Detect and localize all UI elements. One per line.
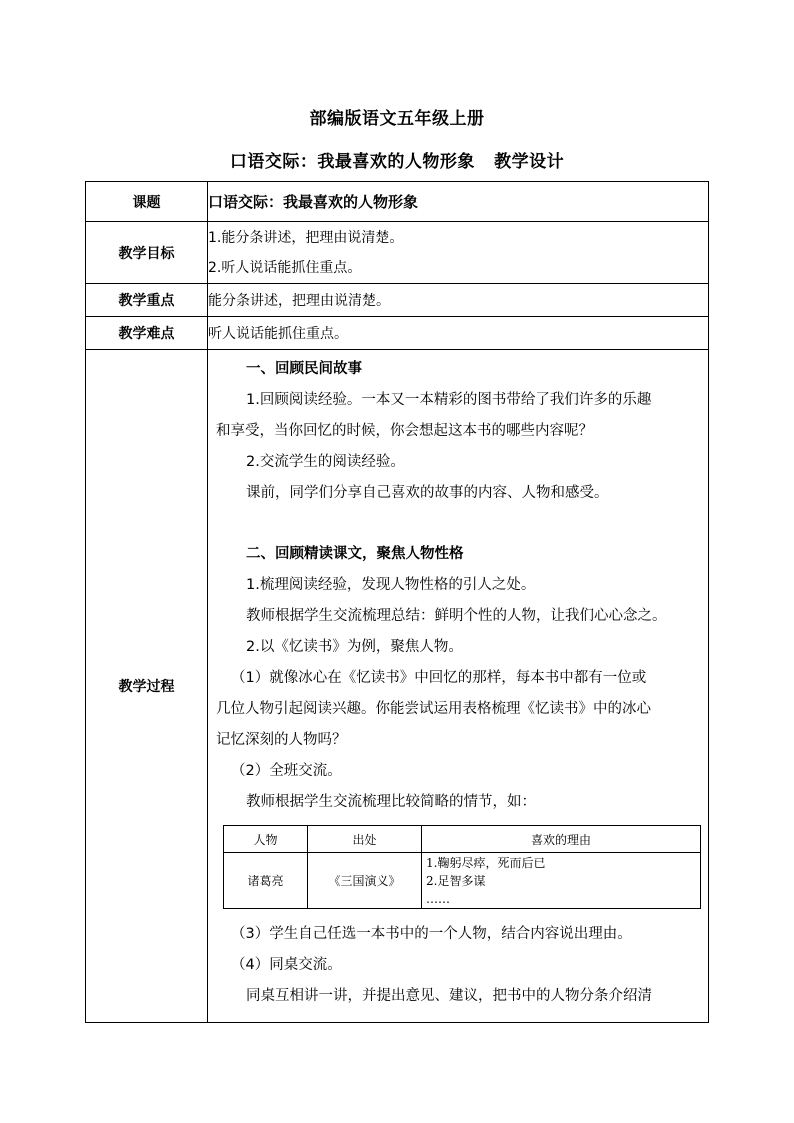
cell-reasons: [422, 853, 701, 909]
paragraph: 记忆深刻的人物吗？: [216, 732, 347, 748]
goal-item: 1.能分条讲述，把理由说清楚。: [208, 229, 404, 246]
character-table-header: [224, 826, 701, 853]
topic-value: 口语交际：我最喜欢的人物形象: [208, 182, 709, 222]
topic-row: [86, 182, 709, 222]
paragraph: 教师根据学生交流梳理总结：鲜明个性的人物，让我们心心念之。: [246, 608, 667, 624]
paragraph: 几位人物引起阅读兴趣。你能尝试运用表格梳理《忆读书》中的冰心: [216, 701, 651, 717]
reason-item: 2.足智多谋: [426, 873, 486, 888]
goals-label: 教学目标: [86, 222, 208, 284]
cell-source: 《三国演义》: [308, 853, 422, 909]
process-cell: [208, 350, 709, 1023]
goals-cell: [208, 222, 709, 284]
paragraph: （1）就像冰心在《忆读书》中回忆的那样，每本书中都有一位或: [231, 670, 647, 686]
paragraph: 1.回顾阅读经验。一本又一本精彩的图书带给了我们许多的乐趣: [246, 392, 652, 408]
cell-person: 诸葛亮: [224, 853, 308, 909]
key-point-value: 能分条讲述，把理由说清楚。: [208, 284, 709, 317]
reason-item: 1.鞠躬尽瘁，死而后已: [426, 855, 546, 870]
lesson-plan-table: [85, 181, 709, 1023]
paragraph: 2.以《忆读书》为例，聚焦人物。: [246, 639, 463, 655]
key-point-row: [86, 284, 709, 317]
paragraph: 教师根据学生交流梳理比较简略的情节，如：: [246, 794, 536, 810]
paragraph: 和享受，当你回忆的时候，你会想起这本书的哪些内容呢？: [216, 423, 593, 439]
header-source: 出处: [308, 826, 422, 853]
section-heading: 二、回顾精读课文，聚焦人物性格: [246, 546, 464, 562]
goals-row: [86, 222, 709, 284]
key-point-label: 教学重点: [86, 284, 208, 317]
document-subtitle: 口语交际：我最喜欢的人物形象 教学设计: [229, 152, 565, 172]
table-row: [224, 853, 701, 909]
difficulty-value: 听人说话能抓住重点。: [208, 317, 709, 350]
difficulty-label: 教学难点: [86, 317, 208, 350]
goal-item: 2.听人说话能抓住重点。: [208, 259, 362, 276]
paragraph: （4）同桌交流。: [231, 957, 342, 973]
paragraph: 2.交流学生的阅读经验。: [246, 454, 405, 470]
paragraph: 同桌互相讲一讲，并提出意见、建议，把书中的人物分条介绍清: [246, 988, 652, 1004]
process-label: 教学过程: [86, 350, 208, 1023]
reason-item: ……: [426, 891, 450, 906]
paragraph: （3）学生自己任选一本书中的一个人物，结合内容说出理由。: [231, 926, 632, 942]
paragraph: （2）全班交流。: [231, 763, 342, 779]
section-heading: 一、回顾民间故事: [246, 361, 362, 377]
process-row: [86, 350, 709, 1023]
paragraph: 课前，同学们分享自己喜欢的故事的内容、人物和感受。: [246, 485, 609, 501]
character-table: [223, 825, 701, 909]
header-reason: 喜欢的理由: [422, 826, 701, 853]
topic-label: 课题: [86, 182, 208, 222]
paragraph: 1.梳理阅读经验，发现人物性格的引人之处。: [246, 577, 536, 593]
difficulty-row: [86, 317, 709, 350]
header-person: 人物: [224, 826, 308, 853]
document-title: 部编版语文五年级上册: [309, 109, 485, 129]
